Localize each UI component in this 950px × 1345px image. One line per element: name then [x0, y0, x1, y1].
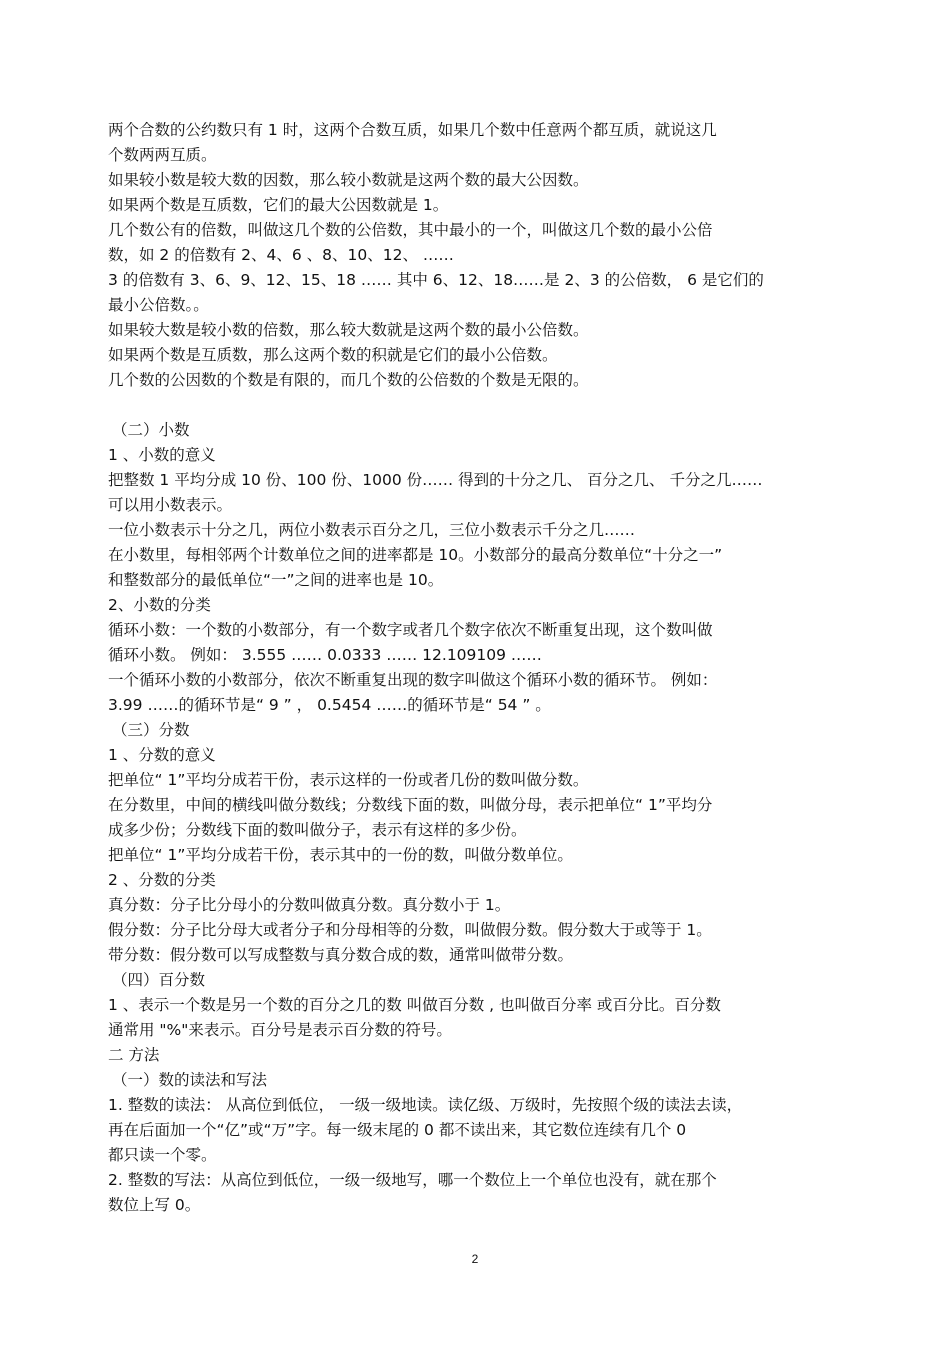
text-line: 假分数：分子比分母大或者分子和分母相等的分数，叫做假分数。假分数大于或等于 1。	[108, 921, 712, 939]
chapter-heading: 二 方法	[108, 1046, 160, 1064]
text-line: 都只读一个零。	[108, 1146, 217, 1164]
text-line: 通常用 "%"来表示。百分号是表示百分数的符号。	[108, 1021, 452, 1039]
text-line: 成多少份；分数线下面的数叫做分子，表示有这样的多少份。	[108, 821, 527, 839]
subsection-heading: 2、小数的分类	[108, 596, 211, 614]
text-line: 和整数部分的最低单位“一”之间的进率也是 10。	[108, 571, 444, 589]
text-line: 数，如 2 的倍数有 2、4、6 、8、10、12、 ……	[108, 246, 454, 264]
text-line: 2. 整数的写法：从高位到低位，一级一级地写，哪一个数位上一个单位也没有，就在那个	[108, 1171, 717, 1189]
section-heading: （四）百分数	[112, 971, 206, 989]
text-line: 如果较小数是较大数的因数，那么较小数就是这两个数的最大公因数。	[108, 171, 589, 189]
section-heading: （二）小数	[112, 421, 190, 439]
text-line: 1 、表示一个数是另一个数的百分之几的数 叫做百分数 , 也叫做百分率 或百分比。百分数	[108, 996, 721, 1014]
subsection-heading: 2 、分数的分类	[108, 871, 216, 889]
text-line: 再在后面加一个“亿”或“万”字。每一级末尾的 0 都不读出来，其它数位连续有几个 0	[108, 1121, 687, 1139]
text-line: 个数两两互质。	[108, 146, 217, 164]
text-line: 如果两个数是互质数，那么这两个数的积就是它们的最小公倍数。	[108, 346, 558, 364]
text-line: 把单位“ 1”平均分成若干份，表示其中的一份的数，叫做分数单位。	[108, 846, 573, 864]
text-line: 在小数里，每相邻两个计数单位之间的进率都是 10。小数部分的最高分数单位“十分之一”	[108, 546, 723, 564]
text-line: 3 的倍数有 3、6、9、12、15、18 …… 其中 6、12、18……是 2、3 的公倍数， 6 是它们的	[108, 271, 764, 289]
text-line: 可以用小数表示。	[108, 496, 233, 514]
text-line: 1. 整数的读法： 从高位到低位， 一级一级地读。读亿级、万级时，先按照个级的读法去读，	[108, 1096, 743, 1114]
text-line: 一个循环小数的小数部分，依次不断重复出现的数字叫做这个循环小数的循环节。 例如：	[108, 671, 718, 689]
text-line: 几个数公有的倍数，叫做这几个数的公倍数，其中最小的一个，叫做这几个数的最小公倍	[108, 221, 713, 239]
text-line: 几个数的公因数的个数是有限的，而几个数的公倍数的个数是无限的。	[108, 371, 589, 389]
text-line: 一位小数表示十分之几，两位小数表示百分之几，三位小数表示千分之几……	[108, 521, 636, 539]
text-line: 循环小数。 例如： 3.555 …… 0.0333 …… 12.109109 ……	[108, 646, 542, 664]
page-number: 2	[471, 1252, 479, 1266]
text-line: 把整数 1 平均分成 10 份、100 份、1000 份…… 得到的十分之几、 百分之几、 千分之几……	[108, 471, 763, 489]
text-line: 把单位“ 1”平均分成若干份，表示这样的一份或者几份的数叫做分数。	[108, 771, 589, 789]
text-line: 真分数：分子比分母小的分数叫做真分数。真分数小于 1。	[108, 896, 511, 914]
text-line: 如果两个数是互质数，它们的最大公因数就是 1。	[108, 196, 449, 214]
section-heading: （一）数的读法和写法	[112, 1071, 268, 1089]
text-line: 3.99 ……的循环节是“ 9 ” ， 0.5454 ……的循环节是“ 54 ” 。	[108, 696, 551, 714]
text-line: 如果较大数是较小数的倍数，那么较大数就是这两个数的最小公倍数。	[108, 321, 589, 339]
section-heading: （三）分数	[112, 721, 190, 739]
text-line: 数位上写 0。	[108, 1196, 201, 1214]
text-line: 循环小数：一个数的小数部分，有一个数字或者几个数字依次不断重复出现，这个数叫做	[108, 621, 713, 639]
text-line: 在分数里，中间的横线叫做分数线；分数线下面的数，叫做分母，表示把单位“ 1”平均分	[108, 796, 713, 814]
text-line: 两个合数的公约数只有 1 时，这两个合数互质，如果几个数中任意两个都互质，就说这几	[108, 121, 717, 139]
subsection-heading: 1 、小数的意义	[108, 446, 216, 464]
text-line: 最小公倍数。。	[108, 296, 209, 314]
text-line: 带分数：假分数可以写成整数与真分数合成的数，通常叫做带分数。	[108, 946, 574, 964]
subsection-heading: 1 、分数的意义	[108, 746, 216, 764]
